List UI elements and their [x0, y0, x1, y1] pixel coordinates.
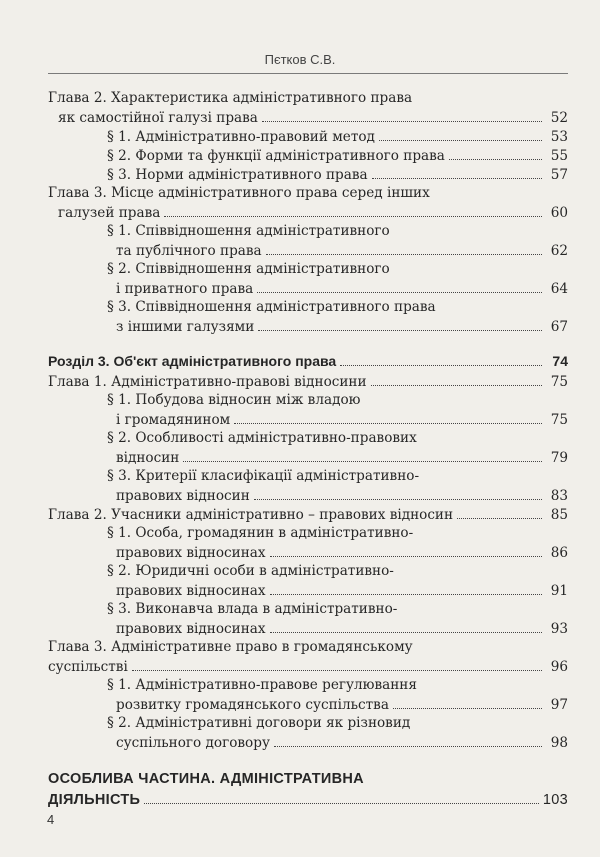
- page-ref: 74: [552, 353, 568, 369]
- page-ref: 52: [550, 110, 568, 126]
- toc-section-entry[interactable]: відносин 79: [116, 450, 568, 466]
- page-ref: 55: [550, 148, 568, 164]
- page-ref: 62: [550, 243, 568, 259]
- page-ref: 93: [550, 621, 568, 637]
- page-ref: 97: [550, 697, 568, 713]
- toc-section-entry[interactable]: з іншими галузями 67: [116, 319, 568, 335]
- header-rule: [48, 73, 568, 74]
- page-ref: 83: [550, 488, 568, 504]
- toc-chapter-entry[interactable]: як самостійної галузі права 52: [58, 110, 568, 126]
- page-ref: 85: [550, 507, 568, 523]
- page-ref: 98: [550, 735, 568, 751]
- toc-section-title: § 3. Критерії класифікації адміністративно-: [107, 468, 420, 484]
- toc-chapter-title: Глава 2. Характеристика адміністративного права: [48, 90, 413, 106]
- toc-section-entry[interactable]: § 2. Форми та функції адміністративного права 55: [107, 148, 568, 164]
- toc-part-entry[interactable]: ДІЯЛЬНІСТЬ 103: [48, 792, 568, 808]
- toc-section-entry[interactable]: розвитку громадянського суспільства 97: [116, 697, 568, 713]
- toc-section-title: § 1. Адміністративно-правове регулювання: [107, 677, 417, 693]
- toc-section-entry[interactable]: та публічного права 62: [116, 243, 568, 259]
- toc-part-title: ОСОБЛИВА ЧАСТИНА. АДМІНІСТРАТИВНА: [48, 771, 364, 787]
- toc-section-entry[interactable]: суспільного договору 98: [116, 735, 568, 751]
- toc-section-entry[interactable]: § 3. Норми адміністративного права 57: [107, 167, 568, 183]
- running-header: Пєтков С.В.: [264, 52, 336, 67]
- toc-section-entry[interactable]: і громадянином 75: [116, 412, 568, 428]
- page-ref: 103: [542, 792, 568, 808]
- toc-section-entry[interactable]: і приватного права 64: [116, 281, 568, 297]
- toc-section-entry[interactable]: правових відносинах 91: [116, 583, 568, 599]
- page-ref: 53: [550, 129, 568, 145]
- page-ref: 75: [550, 374, 568, 390]
- toc-section-title: § 2. Особливості адміністративно-правових: [107, 430, 417, 446]
- toc-section-title: § 2. Юридичні особи в адміністративно-: [107, 563, 394, 579]
- toc-section-title: § 1. Особа, громадянин в адміністративно-: [107, 525, 414, 541]
- toc-section-entry[interactable]: § 1. Адміністративно-правовий метод 53: [107, 129, 568, 145]
- page-ref: 64: [550, 281, 568, 297]
- page-ref: 79: [550, 450, 568, 466]
- toc-section-title: § 2. Адміністративні договори як різновид: [107, 715, 411, 731]
- page-ref: 86: [550, 545, 568, 561]
- toc-chapter-entry[interactable]: галузей права 60: [58, 205, 568, 221]
- toc-chapter-entry[interactable]: Глава 1. Адміністративно-правові відносини 75: [48, 374, 568, 390]
- toc-chapter-entry[interactable]: Глава 2. Учасники адміністративно – правових відносин 85: [48, 507, 568, 523]
- toc-chapter-entry[interactable]: суспільстві 96: [48, 659, 568, 675]
- toc-section-entry[interactable]: правових відносинах 86: [116, 545, 568, 561]
- toc-chapter-title: Глава 3. Місце адміністративного права серед інших: [48, 185, 430, 201]
- toc-section-title: § 1. Побудова відносин між владою: [107, 392, 361, 408]
- page-ref: 96: [550, 659, 568, 675]
- page-number: 4: [47, 812, 55, 827]
- toc-part-entry[interactable]: Розділ 3. Об'єкт адміністративного права 74: [48, 353, 568, 369]
- page-ref: 75: [550, 412, 568, 428]
- toc-section-title: § 3. Виконавча влада в адміністративно-: [107, 601, 398, 617]
- toc-section-entry[interactable]: правових відносин 83: [116, 488, 568, 504]
- page-ref: 57: [550, 167, 568, 183]
- page-ref: 67: [550, 319, 568, 335]
- page-ref: 60: [550, 205, 568, 221]
- page-ref: 91: [550, 583, 568, 599]
- toc-chapter-title: Глава 3. Адміністративне право в громадянському: [48, 639, 413, 655]
- toc-section-title: § 1. Співвідношення адміністративного: [107, 223, 390, 239]
- toc-section-title: § 2. Співвідношення адміністративного: [107, 261, 390, 277]
- toc-section-entry[interactable]: правових відносинах 93: [116, 621, 568, 637]
- toc-section-title: § 3. Співвідношення адміністративного права: [107, 299, 436, 315]
